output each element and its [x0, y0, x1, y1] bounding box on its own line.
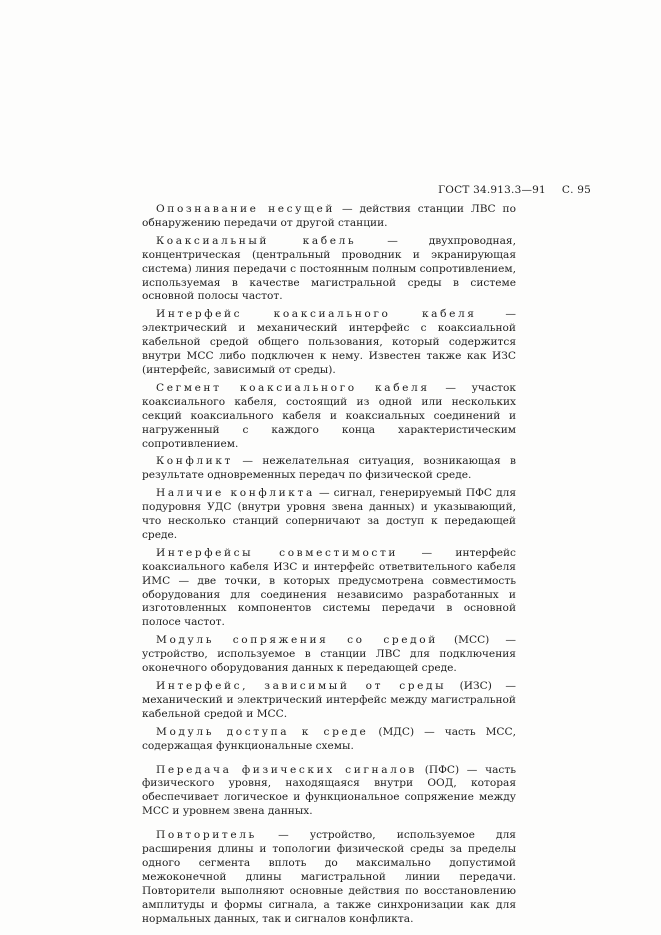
definition-entry	[142, 203, 516, 231]
term: Наличие конфликта	[156, 487, 315, 500]
definition-entry	[142, 829, 516, 926]
definition-entry	[142, 726, 516, 754]
definition-text: — нежелательная ситуация, возникающая в результате одновременных передач по физической среде.	[142, 455, 516, 482]
definition-text: — электрический и механический интерфейс с коаксиальной кабельной средой общего пользования, который содержится внутри МСС либо подключен к нему. Известен также как ИЗС (интерфейс, зависимый от среды).	[142, 308, 516, 376]
definitions-list	[142, 203, 516, 931]
definition-entry	[142, 634, 516, 676]
definition-text: (ПФС) — часть физического уровня, находящаяся внутри ООД, которая обеспечивает логическое и функциональное сопряжение между МСС и уровнем звена данных.	[142, 763, 516, 818]
term: Сегмент коаксиального кабеля	[156, 381, 430, 394]
definition-text: — сигнал, генерируемый ПФС для подуровня УДС (внутри уровня звена данных) и указывающий, что несколько станций соперничают за доступ к передающей среде.	[142, 487, 517, 541]
definition-text: (МДС) — часть МСС, содержащая функциональные схемы.	[142, 725, 517, 752]
document-code: ГОСТ 34.913.3—91	[438, 184, 546, 196]
definition-entry	[142, 455, 516, 483]
term: Модуль доступа к среде	[156, 725, 369, 738]
definition-text: — участок коаксиального кабеля, состоящий из одной или нескольких секций коаксиального кабеля и коаксиальных соединений и нагруженный с каждого конца характеристическим сопротивлением.	[142, 381, 516, 450]
definition-text: (МСС) — устройство, используемое в станции ЛВС для подключения оконечного оборудования данных к передающей среде.	[142, 634, 517, 675]
definition-text: — двухпроводная, концентрическая (центральный проводник и экранирующая система) линия передачи с постоянным полным сопротивлением, используемая в качестве магистральной среды в системе основной полосы частот.	[142, 234, 516, 303]
definition-text: (ИЗС) — механический и электрический интерфейс между магистральной кабельной средой и МСС.	[142, 680, 516, 720]
definition-entry	[142, 308, 516, 378]
definition-entry	[142, 764, 516, 820]
definition-entry	[142, 382, 516, 452]
term: Интерфейс коаксиального кабеля	[156, 308, 477, 321]
definition-entry	[142, 487, 516, 543]
term: Интерфейсы совместимости	[156, 546, 399, 559]
definition-entry	[142, 547, 516, 630]
term: Конфликт	[156, 455, 234, 468]
definition-entry	[142, 680, 516, 722]
term: Передача физических сигналов	[156, 763, 417, 776]
term: Повторитель	[156, 829, 257, 842]
term: Модуль сопряжения со средой	[156, 634, 438, 647]
page-header	[438, 184, 591, 196]
term: Коаксиальный кабель	[156, 234, 357, 247]
definition-text: — действия станции ЛВС по обнаружению передачи от другой станции.	[142, 203, 516, 229]
definition-text: — интерфейс коаксиального кабеля ИЗС и интерфейс ответвительного кабеля ИМС — две точки, в которых предусмотрена совместимость оборудования для соединения независимо разработанных и изготовленных компонентов системы передачи в основной полосе частот.	[142, 546, 516, 629]
definition-entry	[142, 235, 516, 305]
term: Интерфейс, зависимый от среды	[156, 680, 447, 692]
page-number: С. 95	[561, 184, 591, 196]
definition-text: — устройство, используемое для расширения длины и топологии физической среды за пределы одного сегмента вплоть до максимально допустимой межоконечной длины магистральной линии передачи. Повторители выполняют основные действия по восстановлению амплитуды и формы сигнала, а также синхронизации как для нормальных данных, так и сигналов конфликта.	[142, 829, 516, 925]
term: Опознавание несущей	[156, 203, 335, 215]
